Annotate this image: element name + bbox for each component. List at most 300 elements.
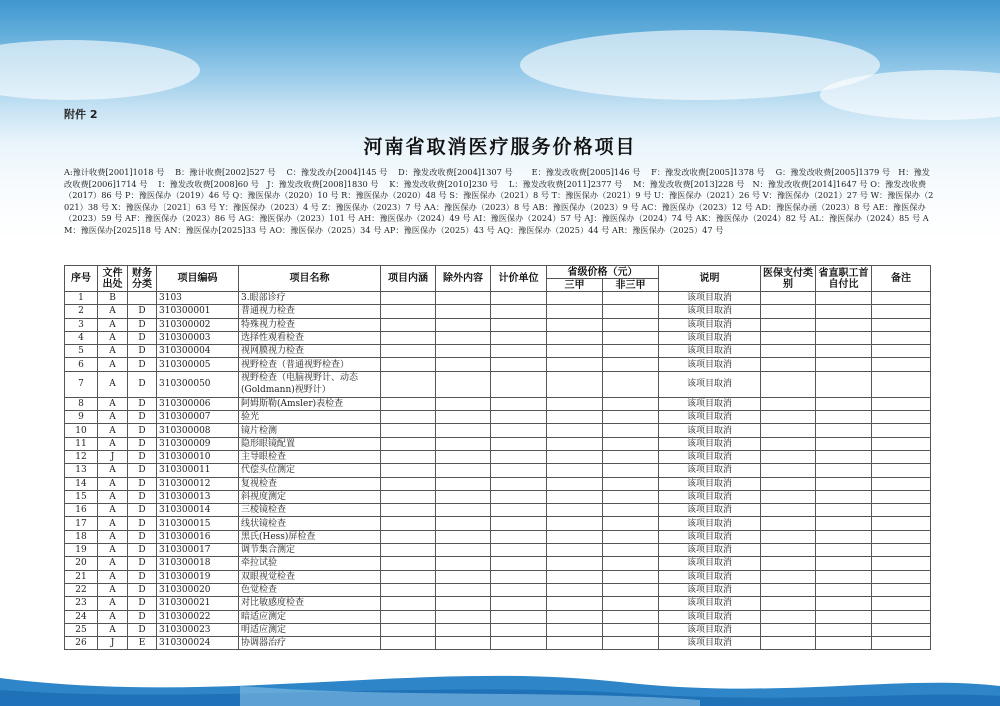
cell-category: D [128, 544, 157, 557]
cell-unit [491, 490, 547, 503]
cell-content [381, 345, 436, 358]
table-row [65, 331, 931, 344]
header-code: 项目编码 [157, 266, 239, 292]
cell-category: D [128, 464, 157, 477]
cell-excluded [436, 397, 491, 410]
cell-category: D [128, 583, 157, 596]
cell-name: 色觉检查 [239, 583, 381, 596]
cell-insurance [761, 610, 816, 623]
cell-self-pay [816, 437, 872, 450]
cell-name: 选择性观看检查 [239, 331, 381, 344]
cell-remark [872, 570, 931, 583]
cell-name: 线状镜检查 [239, 517, 381, 530]
cell-insurance [761, 437, 816, 450]
cell-source: A [98, 318, 128, 331]
cell-self-pay [816, 583, 872, 596]
cell-grade3a [547, 358, 603, 371]
cell-name: 三棱镜检查 [239, 504, 381, 517]
cell-code: 310300003 [157, 331, 239, 344]
cell-below3a [603, 490, 659, 503]
cell-note: 该项目取消 [659, 557, 761, 570]
cell-category: D [128, 411, 157, 424]
cell-seq: 21 [65, 570, 98, 583]
cell-below3a [603, 530, 659, 543]
cell-insurance [761, 544, 816, 557]
cell-unit [491, 424, 547, 437]
cell-remark [872, 610, 931, 623]
cell-grade3a [547, 504, 603, 517]
price-items-table [64, 265, 931, 650]
cell-code: 310300018 [157, 557, 239, 570]
cell-self-pay [816, 358, 872, 371]
cell-code: 310300023 [157, 623, 239, 636]
header-excluded: 除外内容 [436, 266, 491, 292]
cell-self-pay [816, 424, 872, 437]
cell-excluded [436, 490, 491, 503]
cell-self-pay [816, 397, 872, 410]
cell-unit [491, 292, 547, 305]
cell-seq: 2 [65, 305, 98, 318]
cell-grade3a [547, 411, 603, 424]
cell-grade3a [547, 450, 603, 463]
cell-insurance [761, 450, 816, 463]
cell-unit [491, 318, 547, 331]
cell-grade3a [547, 397, 603, 410]
cell-seq: 15 [65, 490, 98, 503]
cell-seq: 4 [65, 331, 98, 344]
cell-self-pay [816, 345, 872, 358]
cell-unit [491, 450, 547, 463]
cell-note: 该项目取消 [659, 345, 761, 358]
cell-grade3a [547, 464, 603, 477]
cell-insurance [761, 292, 816, 305]
cell-below3a [603, 345, 659, 358]
cell-content [381, 504, 436, 517]
cell-category: D [128, 424, 157, 437]
cell-grade3a [547, 583, 603, 596]
table-row [65, 637, 931, 650]
header-source: 文件出处 [98, 266, 128, 292]
cell-note: 该项目取消 [659, 437, 761, 450]
cell-unit [491, 411, 547, 424]
cell-grade3a [547, 318, 603, 331]
cell-remark [872, 544, 931, 557]
cell-seq: 24 [65, 610, 98, 623]
cell-seq: 12 [65, 450, 98, 463]
cell-remark [872, 318, 931, 331]
table-row [65, 397, 931, 410]
table-row [65, 424, 931, 437]
cell-code: 310300007 [157, 411, 239, 424]
cell-code: 310300001 [157, 305, 239, 318]
cell-grade3a [547, 597, 603, 610]
cell-below3a [603, 517, 659, 530]
cell-note: 该项目取消 [659, 292, 761, 305]
cell-source: A [98, 424, 128, 437]
cell-content [381, 623, 436, 636]
cell-grade3a [547, 424, 603, 437]
cell-source: A [98, 437, 128, 450]
cell-excluded [436, 544, 491, 557]
cell-self-pay [816, 610, 872, 623]
cell-note: 该项目取消 [659, 477, 761, 490]
cell-remark [872, 292, 931, 305]
table-row [65, 557, 931, 570]
cell-seq: 6 [65, 358, 98, 371]
cell-source: B [98, 292, 128, 305]
cell-remark [872, 371, 931, 397]
cell-content [381, 411, 436, 424]
cell-grade3a [547, 371, 603, 397]
cell-insurance [761, 318, 816, 331]
cell-source: A [98, 490, 128, 503]
cell-remark [872, 530, 931, 543]
cell-remark [872, 597, 931, 610]
page-title: 河南省取消医疗服务价格项目 [363, 136, 637, 158]
cell-note: 该项目取消 [659, 305, 761, 318]
cell-note: 该项目取消 [659, 331, 761, 344]
attachment-label: 附件 2 [64, 108, 98, 121]
cell-remark [872, 411, 931, 424]
cell-remark [872, 450, 931, 463]
cell-seq: 5 [65, 345, 98, 358]
cell-insurance [761, 530, 816, 543]
cell-content [381, 570, 436, 583]
table-row [65, 517, 931, 530]
cell-seq: 18 [65, 530, 98, 543]
cell-note: 该项目取消 [659, 530, 761, 543]
table-row [65, 610, 931, 623]
cell-below3a [603, 371, 659, 397]
cell-remark [872, 464, 931, 477]
table-row [65, 464, 931, 477]
cell-name: 阿姆斯勒(Amsler)表检查 [239, 397, 381, 410]
table-header [65, 266, 931, 292]
cell-name: 明适应测定 [239, 623, 381, 636]
cell-category: D [128, 530, 157, 543]
cell-category [128, 292, 157, 305]
cell-excluded [436, 557, 491, 570]
cell-code: 310300019 [157, 570, 239, 583]
cell-content [381, 610, 436, 623]
cell-unit [491, 345, 547, 358]
cell-source: A [98, 371, 128, 397]
cell-seq: 9 [65, 411, 98, 424]
cell-excluded [436, 464, 491, 477]
cell-unit [491, 305, 547, 318]
cell-content [381, 318, 436, 331]
cell-self-pay [816, 530, 872, 543]
cell-name: 代偿头位测定 [239, 464, 381, 477]
cell-unit [491, 371, 547, 397]
header-unit: 计价单位 [491, 266, 547, 292]
cell-below3a [603, 358, 659, 371]
cell-remark [872, 358, 931, 371]
cell-insurance [761, 305, 816, 318]
cell-unit [491, 358, 547, 371]
cell-note: 该项目取消 [659, 544, 761, 557]
cell-code: 310300004 [157, 345, 239, 358]
cell-insurance [761, 504, 816, 517]
cell-source: A [98, 411, 128, 424]
cell-insurance [761, 477, 816, 490]
cell-excluded [436, 637, 491, 650]
table-row [65, 477, 931, 490]
cloud-decoration [0, 40, 200, 100]
cell-content [381, 305, 436, 318]
cell-unit [491, 397, 547, 410]
cell-grade3a [547, 490, 603, 503]
cell-content [381, 637, 436, 650]
cell-seq: 19 [65, 544, 98, 557]
cell-excluded [436, 411, 491, 424]
cell-excluded [436, 292, 491, 305]
cell-category: D [128, 623, 157, 636]
cell-code: 3103 [157, 292, 239, 305]
cell-unit [491, 331, 547, 344]
cell-excluded [436, 530, 491, 543]
cell-name: 普通视力检查 [239, 305, 381, 318]
cell-excluded [436, 517, 491, 530]
cell-remark [872, 331, 931, 344]
cell-grade3a [547, 345, 603, 358]
document-references: A:豫计收费[2001]1018 号 B：豫计收费[2002]527 号 C：豫发改办[2004]145 号 D：豫发改收费[2004]1307 号 E：豫发改收费[2005]146 号 F：豫发改收费[2005]1378 号 G：豫发改收费[2005]1379 号 H：豫发改收费[2006]1714 号 I：豫发改收费[2008]60 号 J：豫发改收费[2008]1830 号 K：豫发改收费[2010]230 号 L：豫发改收费[2011]2377 号 M：豫发改收费[2013]228 号 N：豫发改收费[2014]1647 号 O：豫发改收费 （2017）86 号 P：豫医保办（2019）46 号 Q：豫医保办（2020）10 号 R：豫医保办（2020）48 号 S：豫医保办（2021）8 号 T：豫医保办（2021）9 号 U：豫医保办（2021）26 号 V：豫医保办（2021）27 号 W：豫医保办（2021）38 号 X：豫医保办〔2021〕63 号 Y：豫医保办（2023）4 号 Z：豫医保办（2023）7 号 AA：豫医保办（2023）8 号 AB：豫医保办（2023）9 号 AC：豫医保办（2023）12 号 AD：豫医保办函（2023）8 号 AE：豫医保办（2023）59 号 AF：豫医保办（2023）86 号 AG：豫医保办（2023）101 号 AH：豫医保办（2024）49 号 AI：豫医保办（2024）57 号 AJ：豫医保办（2024）74 号 AK：豫医保办（2024）82 号 AL：豫医保办（2024）85 号 AM：豫医保办[2025]18 号 AN：豫医保办[2025]33 号 AO：豫医保办（2025）34 号 AP：豫医保办（2025）43 号 AQ：豫医保办（2025）44 号 AR：豫医保办（2025）47 号 [64, 167, 934, 235]
cell-category: D [128, 610, 157, 623]
cell-note: 该项目取消 [659, 371, 761, 397]
header-insurance: 医保支付类别 [761, 266, 816, 292]
cell-content [381, 477, 436, 490]
cell-grade3a [547, 292, 603, 305]
cell-source: A [98, 530, 128, 543]
cell-code: 310300016 [157, 530, 239, 543]
cell-name: 双眼视觉检查 [239, 570, 381, 583]
cell-remark [872, 504, 931, 517]
cell-unit [491, 610, 547, 623]
header-note: 说明 [659, 266, 761, 292]
cell-note: 该项目取消 [659, 623, 761, 636]
cell-code: 310300013 [157, 490, 239, 503]
header-grade3a: 三甲 [547, 279, 603, 292]
cell-note: 该项目取消 [659, 318, 761, 331]
cell-code: 310300011 [157, 464, 239, 477]
cell-seq: 8 [65, 397, 98, 410]
cell-below3a [603, 464, 659, 477]
cell-insurance [761, 371, 816, 397]
cell-note: 该项目取消 [659, 358, 761, 371]
cell-name: 验光 [239, 411, 381, 424]
cell-excluded [436, 504, 491, 517]
cell-source: A [98, 464, 128, 477]
cell-note: 该项目取消 [659, 397, 761, 410]
cell-below3a [603, 331, 659, 344]
header-content: 项目内涵 [381, 266, 436, 292]
cell-content [381, 557, 436, 570]
cell-insurance [761, 397, 816, 410]
cell-grade3a [547, 610, 603, 623]
cell-seq: 7 [65, 371, 98, 397]
cell-below3a [603, 570, 659, 583]
table-row [65, 358, 931, 371]
cell-code: 310300017 [157, 544, 239, 557]
cell-content [381, 292, 436, 305]
cell-grade3a [547, 477, 603, 490]
cell-source: A [98, 544, 128, 557]
cell-seq: 25 [65, 623, 98, 636]
cell-source: A [98, 504, 128, 517]
cell-below3a [603, 292, 659, 305]
cell-code: 310300020 [157, 583, 239, 596]
cell-name: 镜片检测 [239, 424, 381, 437]
cell-content [381, 450, 436, 463]
cell-remark [872, 557, 931, 570]
cell-name: 特殊视力检查 [239, 318, 381, 331]
cell-below3a [603, 424, 659, 437]
cell-seq: 11 [65, 437, 98, 450]
table-row [65, 345, 931, 358]
cell-source: A [98, 557, 128, 570]
cell-seq: 10 [65, 424, 98, 437]
cell-excluded [436, 305, 491, 318]
cell-grade3a [547, 331, 603, 344]
cell-self-pay [816, 557, 872, 570]
cell-below3a [603, 397, 659, 410]
cell-note: 该项目取消 [659, 637, 761, 650]
cell-code: 310300002 [157, 318, 239, 331]
cell-seq: 26 [65, 637, 98, 650]
header-name: 项目名称 [239, 266, 381, 292]
cell-insurance [761, 583, 816, 596]
table-row [65, 437, 931, 450]
table-row [65, 411, 931, 424]
cell-seq: 17 [65, 517, 98, 530]
cell-unit [491, 597, 547, 610]
cell-category: D [128, 345, 157, 358]
cell-source: A [98, 358, 128, 371]
cell-self-pay [816, 490, 872, 503]
cell-unit [491, 570, 547, 583]
cell-unit [491, 637, 547, 650]
header-price-group: 省级价格（元） [547, 266, 659, 279]
cell-self-pay [816, 544, 872, 557]
table-row [65, 371, 931, 397]
cell-unit [491, 623, 547, 636]
cell-self-pay [816, 292, 872, 305]
cell-code: 310300005 [157, 358, 239, 371]
cell-note: 该项目取消 [659, 490, 761, 503]
cell-excluded [436, 345, 491, 358]
cell-category: D [128, 331, 157, 344]
cell-below3a [603, 544, 659, 557]
cell-name: 隐形眼镜配置 [239, 437, 381, 450]
cell-note: 该项目取消 [659, 411, 761, 424]
cell-below3a [603, 504, 659, 517]
cell-remark [872, 490, 931, 503]
cell-below3a [603, 450, 659, 463]
cell-unit [491, 517, 547, 530]
cell-grade3a [547, 530, 603, 543]
cell-below3a [603, 557, 659, 570]
cell-content [381, 544, 436, 557]
cell-seq: 3 [65, 318, 98, 331]
cell-name: 对比敏感度检查 [239, 597, 381, 610]
cell-below3a [603, 411, 659, 424]
cell-unit [491, 477, 547, 490]
cell-code: 310300015 [157, 517, 239, 530]
cell-remark [872, 397, 931, 410]
cell-self-pay [816, 477, 872, 490]
cell-excluded [436, 450, 491, 463]
cell-name: 黑氏(Hess)屏检查 [239, 530, 381, 543]
cell-content [381, 397, 436, 410]
cell-note: 该项目取消 [659, 464, 761, 477]
cell-name: 视野检查（电脑视野计、动态(Goldmann)视野计） [239, 371, 381, 397]
cell-grade3a [547, 623, 603, 636]
cell-note: 该项目取消 [659, 597, 761, 610]
cell-remark [872, 583, 931, 596]
cell-below3a [603, 318, 659, 331]
cell-name: 斜视度测定 [239, 490, 381, 503]
cell-remark [872, 517, 931, 530]
cell-excluded [436, 570, 491, 583]
table-row [65, 292, 931, 305]
table-row [65, 597, 931, 610]
cell-category: D [128, 305, 157, 318]
cell-self-pay [816, 597, 872, 610]
cell-category: D [128, 397, 157, 410]
cell-insurance [761, 411, 816, 424]
cell-unit [491, 504, 547, 517]
header-category: 财务分类 [128, 266, 157, 292]
cell-content [381, 490, 436, 503]
cell-code: 310300006 [157, 397, 239, 410]
cell-grade3a [547, 517, 603, 530]
cell-source: A [98, 477, 128, 490]
cell-source: A [98, 623, 128, 636]
table-row [65, 504, 931, 517]
cell-insurance [761, 517, 816, 530]
cell-category: D [128, 597, 157, 610]
cell-unit [491, 530, 547, 543]
cell-name: 3.眼部诊疗 [239, 292, 381, 305]
cell-remark [872, 637, 931, 650]
cell-insurance [761, 637, 816, 650]
cell-insurance [761, 597, 816, 610]
table-row [65, 623, 931, 636]
cell-category: D [128, 490, 157, 503]
cell-seq: 22 [65, 583, 98, 596]
cell-seq: 16 [65, 504, 98, 517]
cell-self-pay [816, 371, 872, 397]
cell-self-pay [816, 517, 872, 530]
cell-below3a [603, 637, 659, 650]
cell-seq: 14 [65, 477, 98, 490]
cell-source: A [98, 517, 128, 530]
cell-self-pay [816, 504, 872, 517]
cell-name: 暗适应测定 [239, 610, 381, 623]
cell-category: D [128, 437, 157, 450]
cell-code: 310300014 [157, 504, 239, 517]
cell-source: J [98, 450, 128, 463]
cell-unit [491, 437, 547, 450]
cell-note: 该项目取消 [659, 424, 761, 437]
cell-insurance [761, 570, 816, 583]
cell-excluded [436, 477, 491, 490]
cell-grade3a [547, 544, 603, 557]
cell-source: A [98, 331, 128, 344]
cell-self-pay [816, 411, 872, 424]
cell-code: 310300024 [157, 637, 239, 650]
cell-note: 该项目取消 [659, 610, 761, 623]
